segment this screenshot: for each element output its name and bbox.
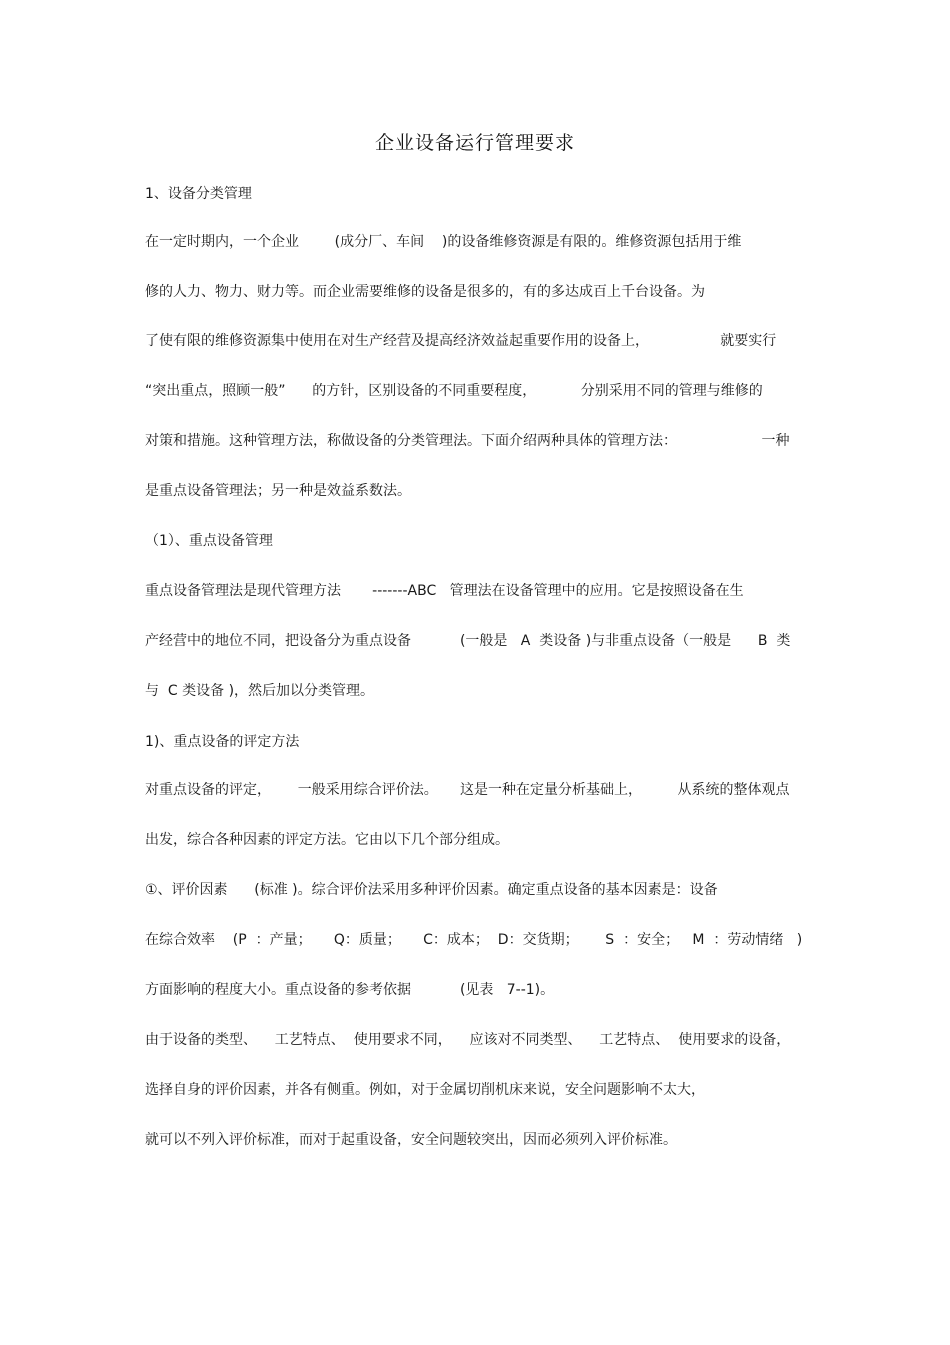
paragraph-line: ①、评价因素 (标准 )。综合评价法采用多种评价因素。确定重点设备的基本因素是：设备 — [145, 882, 718, 898]
paragraph-line: 重点设备管理法是现代管理方法 -------ABC 管理法在设备管理中的应用。它是按照设备在生 — [145, 583, 744, 599]
subsection-heading: （1）、重点设备管理 — [145, 533, 273, 549]
paragraph-line: 对重点设备的评定， 一般采用综合评价法。 这是一种在定量分析基础上， 从系统的整体观点 — [145, 782, 790, 798]
paragraph-line: 是重点设备管理法；另一种是效益系数法。 — [145, 483, 411, 499]
paragraph-line: 对策和措施。这种管理方法，称做设备的分类管理法。下面介绍两种具体的管理方法： 一种 — [145, 433, 790, 449]
paragraph-line: 方面影响的程度大小。重点设备的参考依据 (见表 7--1)。 — [145, 982, 555, 998]
paragraph-line: 就可以不列入评价标准，而对于起重设备，安全问题较突出，因而必须列入评价标准。 — [145, 1132, 677, 1148]
paragraph-line: 出发，综合各种因素的评定方法。它由以下几个部分组成。 — [145, 832, 509, 848]
document-title: 企业设备运行管理要求 — [374, 132, 575, 154]
paragraph-line: 修的人力、物力、财力等。而企业需要维修的设备是很多的，有的多达成百上千台设备。为 — [145, 284, 705, 300]
paragraph-line: 了使有限的维修资源集中使用在对生产经营及提高经济效益起重要作用的设备上， 就要实行 — [145, 333, 777, 349]
paragraph-line: 选择自身的评价因素，并各有侧重。例如，对于金属切削机床来说，安全问题影响不太大， — [145, 1082, 705, 1098]
paragraph-line: 在综合效率 (P ：产量； Q：质量； C：成本； D：交货期； S ：安全； M ：劳动情绪 ) — [145, 932, 803, 948]
subsection-heading: 1)、重点设备的评定方法 — [145, 734, 300, 750]
paragraph-line: 在一定时期内，一个企业 (成分厂、车间 )的设备维修资源是有限的。维修资源包括用于维 — [145, 234, 742, 250]
paragraph-line: “突出重点，照顾一般” 的方针，区别设备的不同重要程度， 分别采用不同的管理与维修的 — [145, 383, 763, 399]
paragraph-line: 产经营中的地位不同，把设备分为重点设备 (一般是 A 类设备 )与非重点设备（一般是 B 类 — [145, 633, 791, 649]
paragraph-line: 与 C 类设备 )，然后加以分类管理。 — [145, 683, 375, 699]
section-heading: 1、设备分类管理 — [145, 186, 252, 202]
paragraph-line: 由于设备的类型、 工艺特点、 使用要求不同， 应该对不同类型、 工艺特点、 使用要求的设备， — [145, 1032, 791, 1048]
